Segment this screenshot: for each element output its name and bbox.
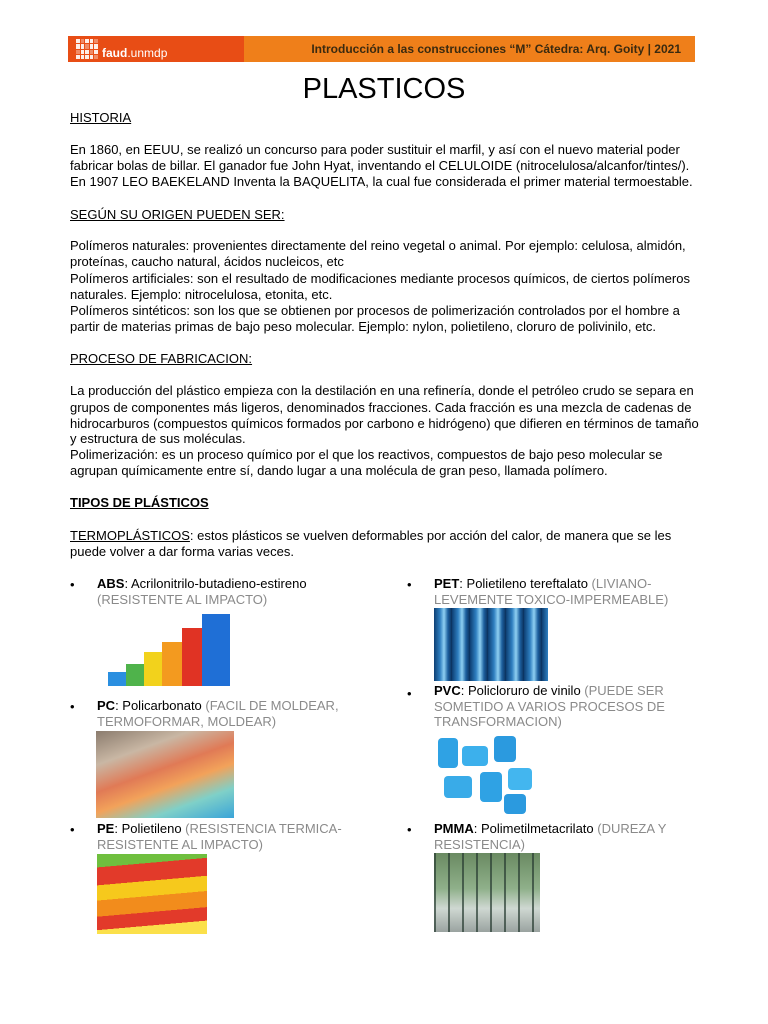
pvc-image <box>434 732 538 818</box>
bullet: • <box>407 686 412 701</box>
origen-line-6: partir de materias primas de bajo peso molecular. Ejemplo: nylon, polietileno, cloruro de polivinilo, etc. <box>70 319 657 334</box>
origen-line-5: Polímeros sintéticos: son los que se obtienen por procesos de polimerización controlados por el hombre a <box>70 303 680 318</box>
list-item-pvc: PVC: Policloruro de vinilo (PUEDE SER SOMETIDO A VARIOS PROCESOS DE TRANSFORMACION) <box>434 683 665 729</box>
historia-line-1: En 1860, en EEUU, se realizó un concurso para poder sustituir el marfil, y así con el nuevo material poder <box>70 142 680 157</box>
page-title: PLASTICOS <box>302 73 466 105</box>
bullet: • <box>407 577 412 592</box>
header-bar <box>68 36 695 62</box>
origen-line-1: Polímeros naturales: provenientes directamente del reino vegetal o animal. Por ejemplo: celulosa, almidón, <box>70 238 686 253</box>
bullet: • <box>70 699 75 714</box>
logo-grid-icon <box>76 39 98 59</box>
list-item-pe: PE: Polietileno (RESISTENCIA TERMICA- RESISTENTE AL IMPACTO) <box>97 821 342 852</box>
bullet: • <box>407 822 412 837</box>
historia-line-3: En 1907 LEO BAEKELAND Inventa la BAQUELITA, la cual fue considerada el primer material termoestable. <box>70 174 693 189</box>
historia-line-2: fabricar bolas de billar. El ganador fue John Hyat, inventando el CELULOIDE (nitrocelulosa/alcanfor/tintes/). <box>70 158 690 173</box>
bullet: • <box>70 822 75 837</box>
termoplasticos-label: TERMOPLÁSTICOS <box>70 528 190 543</box>
historia-heading: HISTORIA <box>70 110 132 125</box>
proceso-line-4: y estructura de sus moléculas. <box>70 431 246 446</box>
origen-line-4: naturales. Ejemplo: nitrocelulosa, etonita, etc. <box>70 287 333 302</box>
termoplasticos-line-2: puede volver a dar forma varias veces. <box>70 544 294 559</box>
logo-text: faud.unmdp <box>102 46 168 60</box>
abs-image <box>100 612 246 696</box>
bullet: • <box>70 577 75 592</box>
proceso-line-2: grupos de componentes más ligeros, denominados fracciones. Cada fracción es una mezcla de cadenas de <box>70 400 692 415</box>
proceso-line-5: Polimerización: es un proceso químico por el que los reactivos, compuestos de bajo peso molecular se <box>70 447 663 462</box>
list-item-pc: PC: Policarbonato (FACIL DE MOLDEAR, TERMOFORMAR, MOLDEAR) <box>97 698 339 729</box>
termoplasticos-line-1: TERMOPLÁSTICOS: estos plásticos se vuelven deformables por acción del calor, de manera que se les <box>70 528 672 543</box>
list-item-abs: ABS: Acrilonitrilo-butadieno-estireno (RESISTENTE AL IMPACTO) <box>97 576 307 607</box>
proceso-heading: PROCESO DE FABRICACION: <box>70 351 253 366</box>
faud-logo <box>68 36 244 62</box>
origen-line-3: Polímeros artificiales: son el resultado de modificaciones mediante procesos químicos, de ciertos polímeros <box>70 271 690 286</box>
pet-image <box>434 608 548 681</box>
course-title: Introducción a las construcciones “M” Cátedra: Arq. Goity | 2021 <box>311 42 681 56</box>
proceso-line-1: La producción del plástico empieza con la destilación en una refinería, donde el petróleo crudo se separa en <box>70 383 694 398</box>
origen-heading: SEGÚN SU ORIGEN PUEDEN SER: <box>70 207 285 222</box>
proceso-line-6: agrupan químicamente entre sí, dando lugar a una molécula de gran peso, llamada polímero. <box>70 463 608 478</box>
pc-image <box>96 731 234 818</box>
pmma-image <box>434 853 540 932</box>
tipos-heading: TIPOS DE PLÁSTICOS <box>70 495 209 510</box>
list-item-pet: PET: Polietileno tereftalato (LIVIANO- LEVEMENTE TOXICO-IMPERMEABLE) <box>434 576 669 607</box>
list-item-pmma: PMMA: Polimetilmetacrilato (DUREZA Y RESISTENCIA) <box>434 821 667 852</box>
proceso-line-3: hidrocarburos (compuestos químicos formados por carbono e hidrógeno) que difieren en términos de tamaño <box>70 416 699 431</box>
pe-image <box>97 854 207 934</box>
origen-line-2: proteínas, caucho natural, ácidos nucleicos, etc <box>70 254 344 269</box>
